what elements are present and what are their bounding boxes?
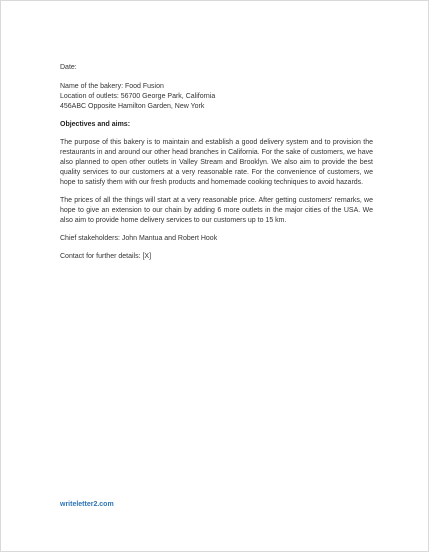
objectives-paragraph-2: The prices of all the things will start at a very reasonable price. After getting customers' remarks, we hope to give an extension to our chain by adding 6 more outlets in the major cities of the USA. We also aim to provide home delivery services to our customers up to 15 km. bbox=[60, 197, 373, 224]
bakery-details bbox=[60, 82, 373, 112]
objectives-heading: Objectives and aims: bbox=[60, 121, 131, 128]
outlet-location-line-1: Location of outlets: 56700 George Park, California bbox=[60, 93, 216, 100]
date-line: Date: bbox=[60, 64, 77, 71]
stakeholders-line: Chief stakeholders: John Mantua and Robert Hook bbox=[60, 235, 218, 242]
bakery-name-line: Name of the bakery: Food Fusion bbox=[60, 83, 164, 90]
outlet-location-line-2: 456ABC Opposite Hamilton Garden, New York bbox=[60, 103, 205, 110]
letter-body bbox=[60, 63, 373, 270]
objectives-paragraph-1: The purpose of this bakery is to maintain and establish a good delivery system and to provision the restaurants in and around our other head branches in California. For the sake of customers, we have also planned to open other outlets in Valley Stream and Brooklyn. We also aim to provide the best quality services to our customers at a very reasonable rate. For the convenience of customers, we hope to satisfy them with our fresh products and homemade cooking techniques to avoid hazards. bbox=[60, 139, 373, 186]
contact-line: Contact for further details: [X] bbox=[60, 253, 152, 260]
website-link[interactable]: writeletter2.com bbox=[60, 501, 114, 508]
